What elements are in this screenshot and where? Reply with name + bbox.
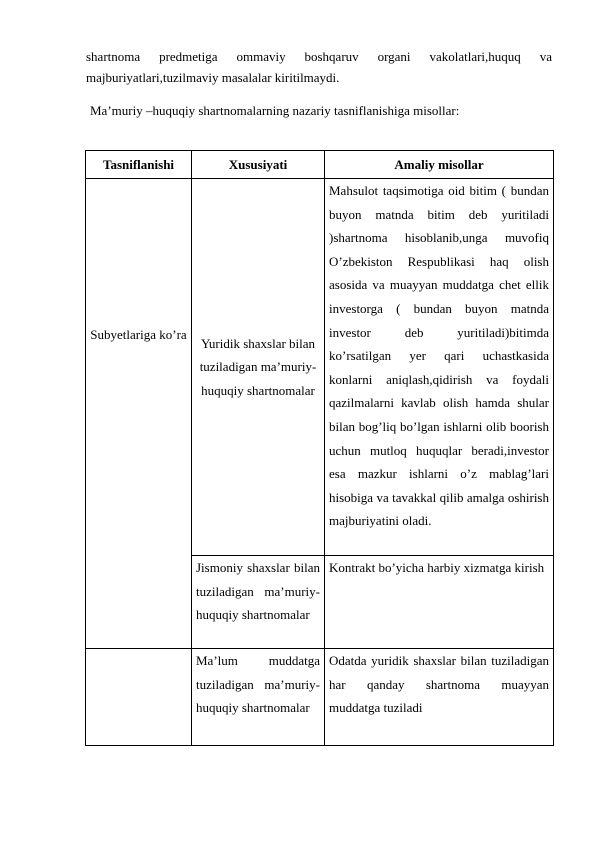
example-cell: Mahsulot taqsimotiga oid bitim ( bundan buyon matnda bitim deb yuritiladi )shartnoma hisoblanib,unga muvofiq O’zbekiston Respublikasi haq olish asosida va muayyan muddatga chet ellik investorga ( bundan buyon matnda investor deb yuritiladi)bitimda ko’rsatilgan yer qari uchastkasida konlarni aniqlash,qidirish va foydali qazilmalarni kavlab olish hamda shular bilan bog’liq bo’lgan ishlarni olib boorish uchun mutloq huquqlar beradi,investor esa mazkur ishlarni o’z mablag’lari hisobiga va tavakkal qilib amalga oshirish majburiyatini oladi. <box>325 179 554 556</box>
classification-cell <box>86 649 192 746</box>
header-feature: Xususiyati <box>192 151 325 179</box>
intro-line-2: majburiyatlari,tuzilmaviy masalalar kiritilmaydi. <box>86 70 340 85</box>
table-row <box>86 649 554 746</box>
table-row <box>86 179 554 556</box>
example-cell: Odatda yuridik shaxslar bilan tuziladigan har qanday shartnoma muayyan muddatga tuziladi <box>325 649 554 746</box>
classification-table <box>85 150 554 746</box>
feature-cell: Yuridik shaxslar bilan tuziladigan ma’muriy-huquqiy shartnomalar <box>192 179 325 556</box>
feature-cell: Ma’lum muddatga tuziladigan ma’muriy-huquqiy shartnomalar <box>192 649 325 746</box>
classification-cell: Subyetlariga ko’ra <box>86 179 192 649</box>
intro-line-1: shartnoma predmetiga ommaviy boshqaruv organi vakolatlari,huquq va <box>86 49 552 64</box>
feature-cell: Jismoniy shaxslar bilan tuziladigan ma’muriy-huquqiy shartnomalar <box>192 556 325 649</box>
header-examples: Amaliy misollar <box>325 151 554 179</box>
example-cell: Kontrakt bo’yicha harbiy xizmatga kirish <box>325 556 554 649</box>
header-classification: Tasniflanishi <box>86 151 192 179</box>
table-header-row <box>86 151 554 179</box>
section-heading: Ma’muriy –huquqiy shartnomalarning nazariy tasniflanishiga misollar: <box>90 103 460 118</box>
